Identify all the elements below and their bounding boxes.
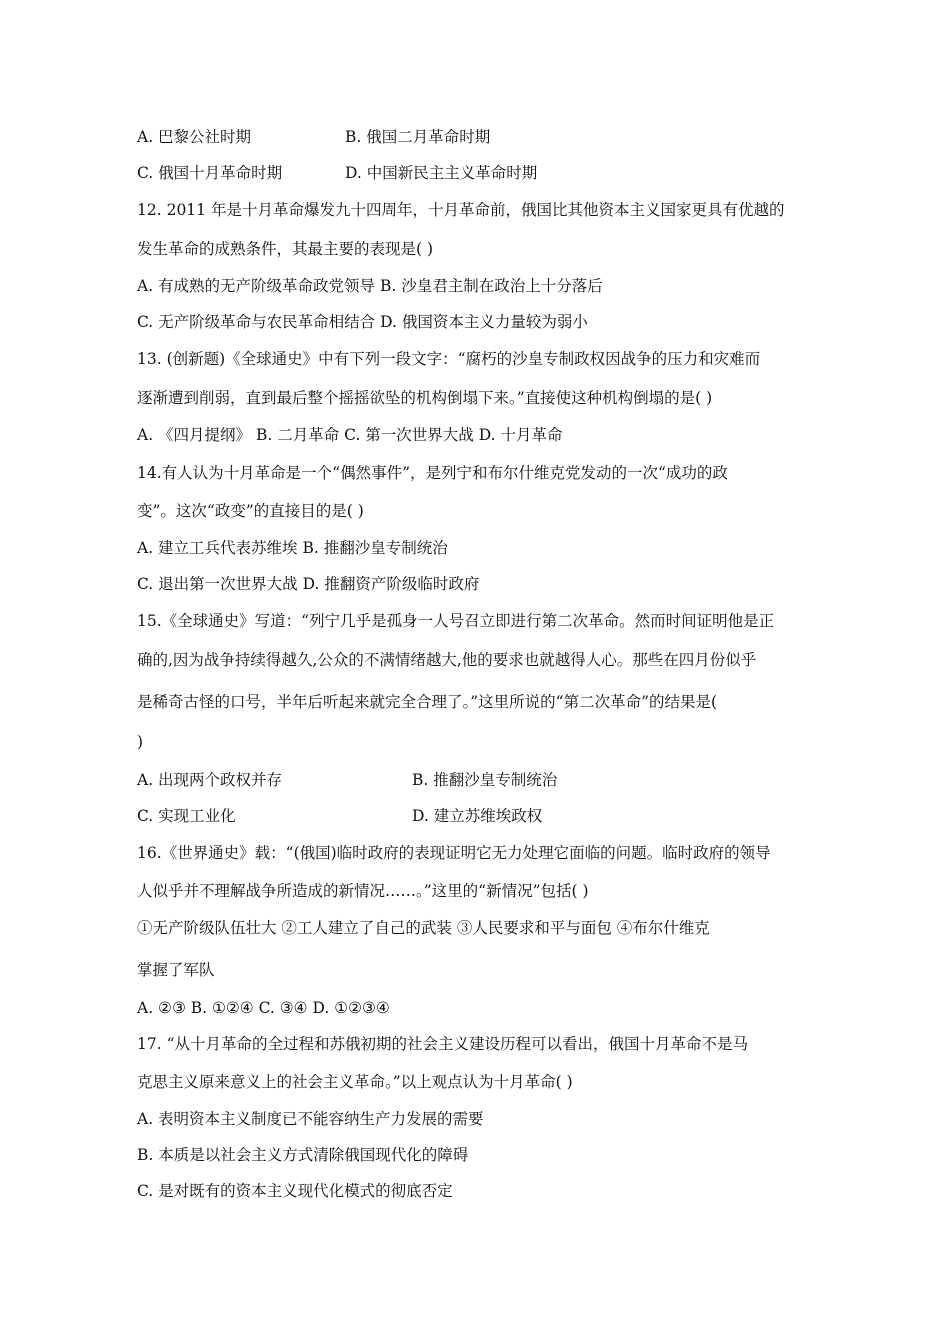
q15-option-a: A. 出现两个政权并存 [137, 771, 283, 789]
q11-option-d: D. 中国新民主主义革命时期 [345, 164, 538, 182]
q15-option-b: B. 推翻沙皇专制统治 [412, 771, 558, 789]
q12-options-cd: C. 无产阶级革命与农民革命相结合 D. 俄国资本主义力量较为弱小 [137, 313, 588, 331]
q11-option-a: A. 巴黎公社时期 [137, 128, 252, 146]
q17-stem-line2: 克思主义原来意义上的社会主义革命。”以上观点认为十月革命( ) [137, 1073, 573, 1091]
q15-option-c: C. 实现工业化 [137, 807, 236, 825]
q16-options: A. ②③ B. ①②④ C. ③④ D. ①②③④ [137, 999, 390, 1017]
q13-stem-line2: 逐渐遭到削弱，直到最后整个摇摇欲坠的机构倒塌下来。”直接使这种机构倒塌的是( ) [137, 389, 713, 407]
q17-option-c: C. 是对既有的资本主义现代化模式的彻底否定 [137, 1182, 453, 1200]
q15-stem-line4: ) [137, 733, 144, 751]
q15-option-d: D. 建立苏维埃政权 [412, 807, 543, 825]
q14-stem-line2: 变”。这次“政变”的直接目的是( ) [137, 502, 364, 520]
q14-options-ab: A. 建立工兵代表苏维埃 B. 推翻沙皇专制统治 [137, 539, 448, 557]
q13-stem-line1: 13. (创新题)《全球通史》中有下列一段文字：“腐朽的沙皇专制政权因战争的压力和灾难而 [137, 350, 761, 368]
q17-option-a: A. 表明资本主义制度已不能容纳生产力发展的需要 [137, 1110, 484, 1128]
q15-stem-line1: 15.《全球通史》写道：“列宁几乎是孤身一人号召立即进行第二次革命。然而时间证明他是正 [137, 612, 775, 630]
q17-option-b: B. 本质是以社会主义方式清除俄国现代化的障碍 [137, 1146, 469, 1164]
q11-option-b: B. 俄国二月革命时期 [345, 128, 491, 146]
q11-option-c: C. 俄国十月革命时期 [137, 164, 283, 182]
q12-stem-line2: 发生革命的成熟条件，其最主要的表现是( ) [137, 240, 434, 258]
q12-stem-line1: 12. 2011 年是十月革命爆发九十四周年，十月革命前，俄国比其他资本主义国家更具有优越的 [137, 201, 785, 219]
q14-stem-line1: 14.有人认为十月革命是一个“偶然事件”，是列宁和布尔什维克党发动的一次“成功的政 [137, 464, 728, 482]
q13-options: A. 《四月提纲》 B. 二月革命 C. 第一次世界大战 D. 十月革命 [137, 426, 563, 444]
q14-options-cd: C. 退出第一次世界大战 D. 推翻资产阶级临时政府 [137, 575, 480, 593]
q17-stem-line1: 17. “从十月革命的全过程和苏俄初期的社会主义建设历程可以看出，俄国十月革命不是马 [137, 1035, 749, 1053]
q12-options-ab: A. 有成熟的无产阶级革命政党领导 B. 沙皇君主制在政治上十分落后 [137, 277, 603, 295]
q16-items-line2: 掌握了军队 [137, 961, 215, 979]
q15-stem-line2: 确的,因为战争持续得越久,公众的不满情绪越大,他的要求也就越得人心。那些在四月份似乎 [137, 651, 757, 669]
q16-stem-line1: 16.《世界通史》载：“(俄国)临时政府的表现证明它无力处理它面临的问题。临时政府的领导 [137, 844, 771, 862]
q15-stem-line3: 是稀奇古怪的口号，半年后听起来就完全合理了。”这里所说的“第二次革命”的结果是( [137, 693, 718, 711]
q16-items-line1: ①无产阶级队伍壮大 ②工人建立了自己的武装 ③人民要求和平与面包 ④布尔什维克 [137, 919, 710, 937]
q16-stem-line2: 人似乎并不理解战争所造成的新情况……。”这里的“新情况”包括( ) [137, 882, 589, 900]
